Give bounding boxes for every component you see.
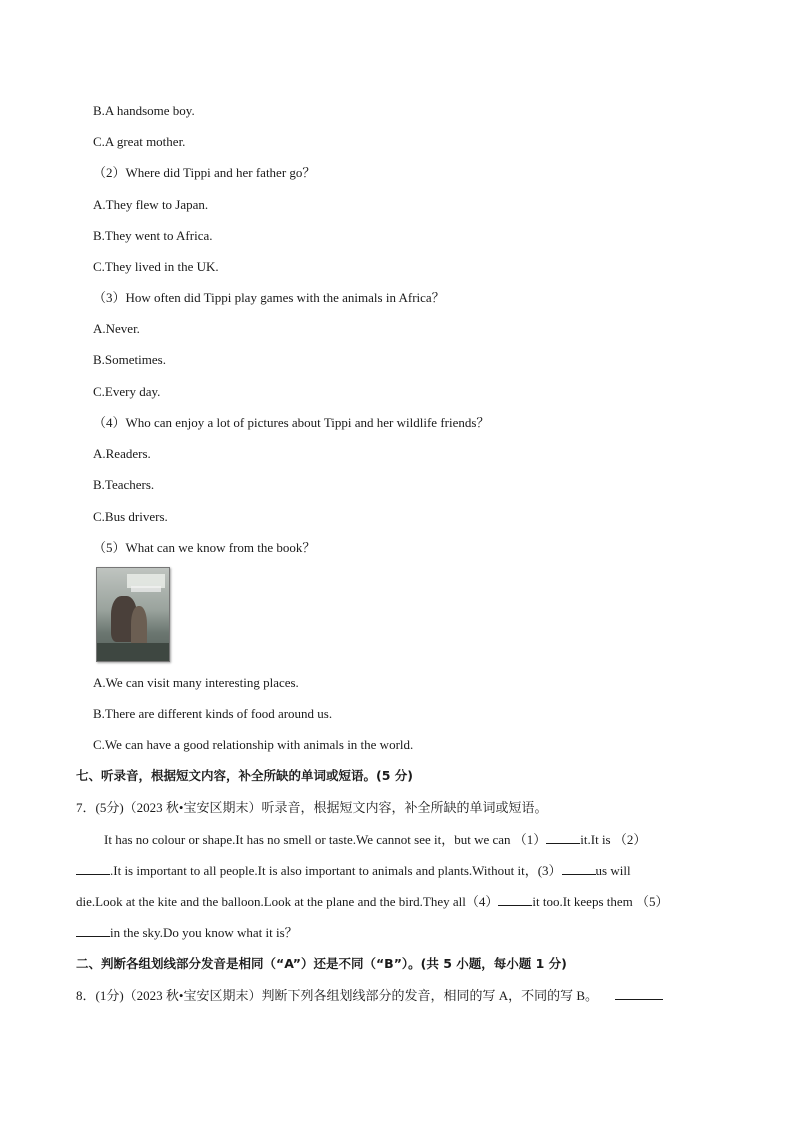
q2-option-c: C.They lived in the UK. [93, 259, 219, 274]
option-c-text: C.A great mother. [93, 134, 186, 149]
question-5-text: （5）What can we know from the book？ [93, 540, 316, 555]
blank-3[interactable] [562, 862, 596, 875]
q5-option-b: B.There are different kinds of food around us. [93, 706, 333, 721]
passage-line-2-text-c: us will [595, 863, 631, 878]
passage-line-4 [76, 924, 298, 941]
q2-option-a: A.They flew to Japan. [93, 197, 209, 212]
section-2-heading: 二、判断各组划线部分发音是相同（“A”）还是不同（“B”）。(共 5 小题，每小题 1 分) [76, 956, 567, 971]
blank-1[interactable] [546, 831, 580, 844]
question-3-text: （3）How often did Tippi play games with the animals in Africa？ [93, 290, 445, 305]
blank-5[interactable] [76, 924, 110, 937]
q5-option-c: C.We can have a good relationship with animals in the world. [93, 737, 414, 752]
passage-line-3 [76, 893, 669, 910]
blank-2[interactable] [76, 862, 110, 875]
q4-option-a: A.Readers. [93, 446, 151, 461]
cover-animal-figure [131, 606, 147, 646]
section-7-heading: 七、听录音，根据短文内容，补全所缺的单词或短语。(5 分) [76, 768, 413, 783]
option-b-text: B.A handsome boy. [93, 103, 195, 118]
question-4-text: （4）Who can enjoy a lot of pictures about Tippi and her wildlife friends？ [93, 415, 490, 430]
passage-line-2-text-b: .It is important to all people.It is also important to animals and plants.Without it，(3） [110, 863, 562, 878]
q2-option-b: B.They went to Africa. [93, 228, 213, 243]
passage-line-4-text-b: in the sky.Do you know what it is？ [110, 925, 298, 940]
q4-option-c: C.Bus drivers. [93, 509, 168, 524]
question-2-text: （2）Where did Tippi and her father go？ [93, 165, 316, 180]
book-cover-image [96, 567, 170, 662]
passage-line-3-text-a: die.Look at the kite and the balloon.Look at the plane and the bird.They all（4） [76, 894, 499, 909]
q4-option-b: B.Teachers. [93, 477, 155, 492]
q5-option-a: A.We can visit many interesting places. [93, 675, 299, 690]
question-8-text: 8．(1分)（2023 秋•宝安区期末）判断下列各组划线部分的发音，相同的写 A，不同的写 B。 [76, 988, 599, 1003]
q3-option-c: C.Every day. [93, 384, 161, 399]
q3-option-a: A.Never. [93, 321, 140, 336]
cover-ground [97, 643, 169, 661]
question-8-intro [76, 987, 663, 1004]
q3-option-b: B.Sometimes. [93, 352, 166, 367]
passage-line-3-text-b: it too.It keeps them （5） [532, 894, 669, 909]
passage-line-1-text-b: it.It is （2） [580, 832, 647, 847]
passage-line-1 [104, 831, 646, 848]
passage-line-2 [76, 862, 631, 879]
question-7-intro: 7．(5分)（2023 秋•宝安区期末）听录音，根据短文内容，补全所缺的单词或短语。 [76, 800, 548, 815]
blank-4[interactable] [498, 893, 532, 906]
answer-blank-8[interactable] [615, 987, 663, 1000]
passage-line-1-text-a: It has no colour or shape.It has no smell or taste.We cannot see it，but we can （1） [104, 832, 547, 847]
cover-subtitle-block [131, 586, 161, 592]
